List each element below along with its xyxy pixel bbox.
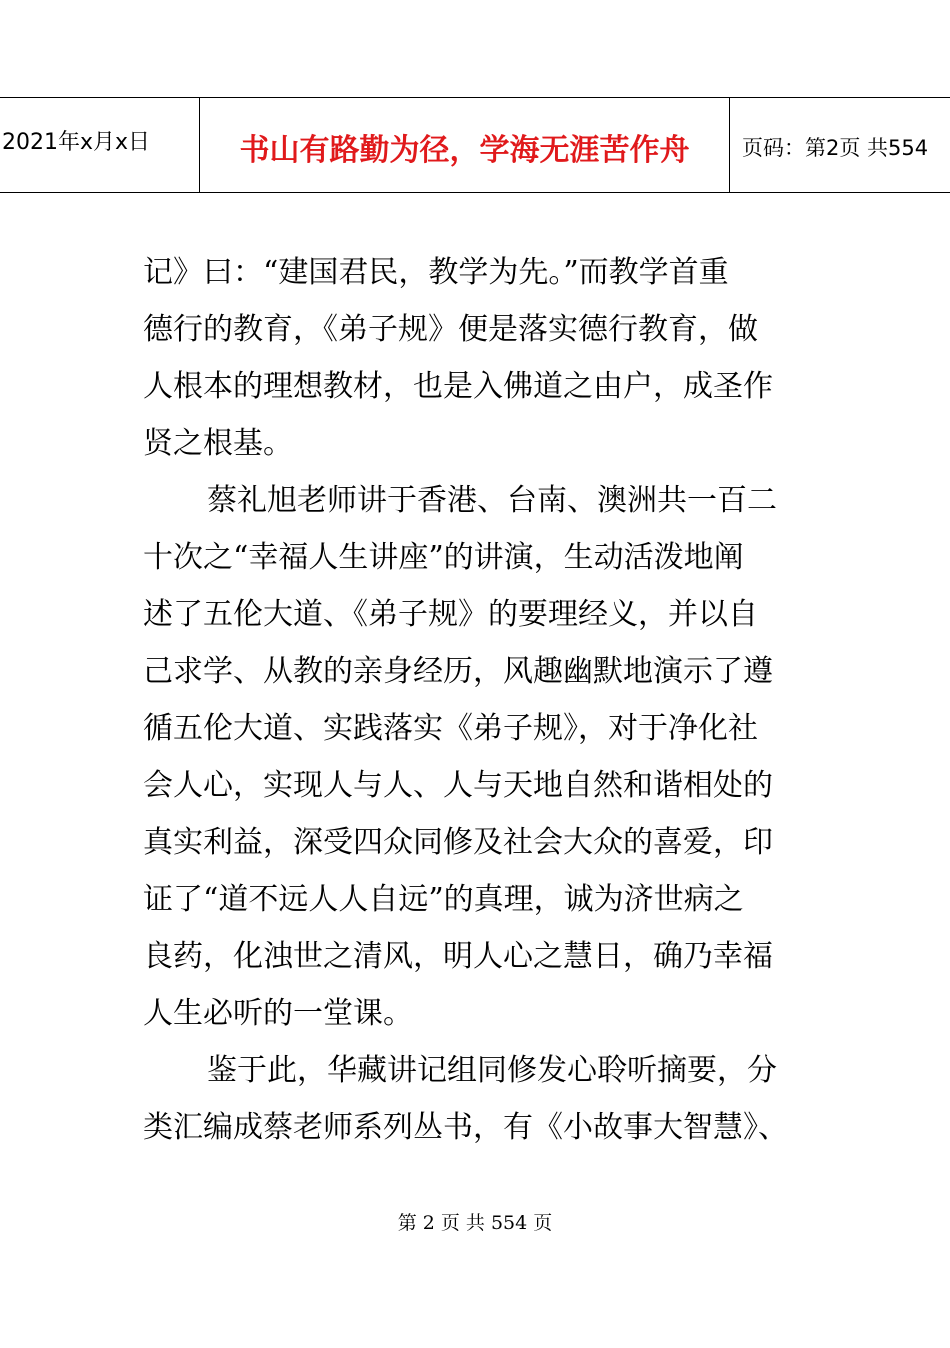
header-date: 2021年x月x日 xyxy=(0,98,200,192)
text-line: 人根本的理想教材，也是入佛道之由户，成圣作 xyxy=(143,369,773,404)
text-line: 记》曰：“建国君民，教学为先。”而教学首重 xyxy=(143,255,729,290)
text-line: 十次之“幸福人生讲座”的讲演，生动活泼地阐 xyxy=(143,540,744,575)
header-page-info: 页码：第2页 共554 xyxy=(742,136,929,160)
text-line: 良药，化浊世之清风，明人心之慧日，确乃幸福 xyxy=(143,939,773,974)
text-line: 证了“道不远人人自远”的真理，诚为济世病之 xyxy=(143,882,744,917)
text-line: 述了五伦大道、《弟子规》的要理经义，并以自 xyxy=(143,597,758,632)
text-line: 循五伦大道、实践落实《弟子规》，对于净化社 xyxy=(143,711,758,746)
page-header xyxy=(0,97,950,193)
text-line: 贤之根基。 xyxy=(143,426,293,461)
header-motto: 书山有路勤为径，学海无涯苦作舟 xyxy=(200,98,730,192)
page-footer: 第 2 页 共 554 页 xyxy=(397,1212,553,1234)
document-body xyxy=(143,244,815,1156)
text-line: 会人心，实现人与人、人与天地自然和谐相处的 xyxy=(143,768,773,803)
paragraph-start-line: 鉴于此，华藏讲记组同修发心聆听摘要，分 xyxy=(207,1053,777,1088)
text-line: 德行的教育，《弟子规》便是落实德行教育，做 xyxy=(143,312,758,347)
text-line: 己求学、从教的亲身经历，风趣幽默地演示了遵 xyxy=(143,654,773,689)
paragraph-start-line: 蔡礼旭老师讲于香港、台南、澳洲共一百二 xyxy=(207,483,777,518)
text-line: 真实利益，深受四众同修及社会大众的喜爱，印 xyxy=(143,825,773,860)
text-line: 类汇编成蔡老师系列丛书，有《小故事大智慧》、 xyxy=(143,1110,788,1145)
text-line: 人生必听的一堂课。 xyxy=(143,996,413,1031)
